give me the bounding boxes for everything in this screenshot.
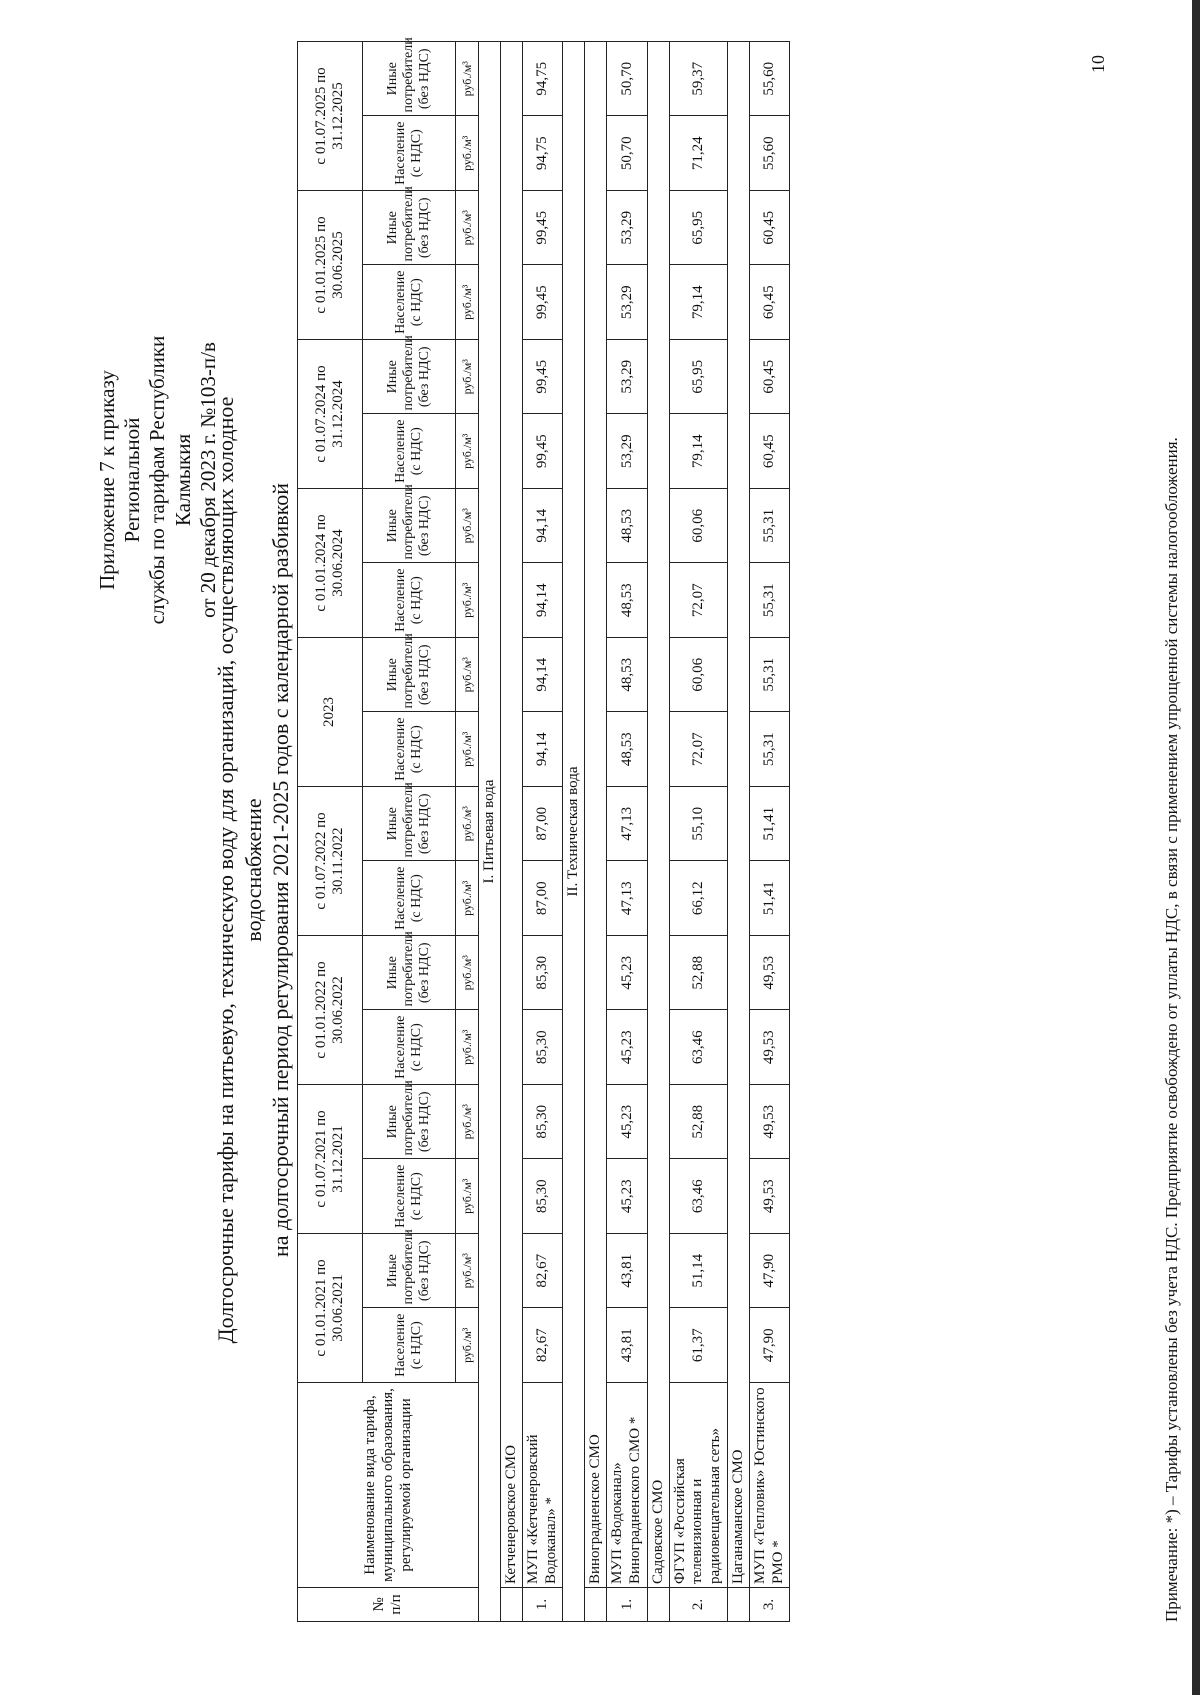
- tariff-value: 55,60: [749, 41, 789, 116]
- tariff-value: 53,29: [607, 414, 647, 489]
- unit-cell: руб./м³: [456, 712, 479, 787]
- tariff-value: 50,70: [607, 116, 647, 191]
- unit-cell: руб./м³: [456, 116, 479, 191]
- footnote: Примечание: *) – Тарифы установлены без учета НДС. Предприятие освобождено от уплаты НДС, в связи с применением упрощенной системы налогообложения.: [1162, 437, 1181, 1622]
- tariff-value: 59,37: [669, 41, 727, 116]
- unit-cell: руб./м³: [456, 488, 479, 563]
- unit-cell: руб./м³: [456, 1085, 479, 1160]
- tariff-value: 99,45: [523, 339, 563, 414]
- tariff-value: 53,29: [607, 339, 647, 414]
- tariff-value: 60,45: [749, 414, 789, 489]
- tariff-value: 65,95: [669, 190, 727, 265]
- tariff-value: 61,37: [669, 1308, 727, 1383]
- subheader-others: Иные потребители (без НДС): [363, 488, 456, 563]
- organization-name: МУП «Водоканал» Виноградненского СМО *: [607, 1383, 647, 1588]
- tariff-value: 45,23: [607, 1010, 647, 1085]
- order-reference: [95, 320, 221, 640]
- row-number: 1.: [523, 1588, 563, 1622]
- tariff-value: 60,06: [669, 637, 727, 712]
- unit-cell: руб./м³: [456, 414, 479, 489]
- tariff-value: 82,67: [523, 1308, 563, 1383]
- municipality-row: [727, 41, 749, 1621]
- period-header: с 01.01.2021 по 30.06.2021: [298, 1234, 363, 1383]
- tariff-value: 94,75: [523, 116, 563, 191]
- tariff-value: 72,07: [669, 712, 727, 787]
- section-row: [479, 41, 501, 1621]
- subheader-others: Иные потребители (без НДС): [363, 1085, 456, 1160]
- municipality-name: Кетченеровское СМО: [501, 41, 523, 1587]
- subheader-population: Население (с НДС): [363, 1010, 456, 1085]
- order-line: от 20 декабря 2023 г. №103-п/в: [195, 342, 220, 618]
- tariff-value: 55,31: [749, 563, 789, 638]
- period-header: с 01.01.2024 по 30.06.2024: [298, 488, 363, 637]
- tariff-value: 63,46: [669, 1010, 727, 1085]
- period-header: с 01.01.2025 по 30.06.2025: [298, 190, 363, 339]
- tariff-value: 87,00: [523, 786, 563, 861]
- tariff-value: 94,14: [523, 488, 563, 563]
- tariff-value: 63,46: [669, 1159, 727, 1234]
- subheader-population: Население (с НДС): [363, 861, 456, 936]
- tariff-value: 79,14: [669, 414, 727, 489]
- subheader-others: Иные потребители (без НДС): [363, 339, 456, 414]
- organization-name: МУП «Кетченеровский Водоканал» *: [523, 1383, 563, 1588]
- subheader-others: Иные потребители (без НДС): [363, 936, 456, 1011]
- section-title: II. Техническая вода: [563, 41, 585, 1621]
- tariff-value: 72,07: [669, 563, 727, 638]
- title-line-1: Долгосрочные тарифы на питьевую, техническую воду для организаций, осуществляющих холодное водоснабжение: [213, 396, 266, 1344]
- subheader-others: Иные потребители (без НДС): [363, 190, 456, 265]
- tariff-value: 43,81: [607, 1234, 647, 1309]
- tariff-value: 50,70: [607, 41, 647, 116]
- tariff-value: 55,31: [749, 637, 789, 712]
- tariff-value: 55,60: [749, 116, 789, 191]
- unit-cell: руб./м³: [456, 190, 479, 265]
- document-title: [212, 345, 295, 1395]
- tariff-value: 49,53: [749, 1159, 789, 1234]
- section-row: [563, 41, 585, 1621]
- tariff-value: 85,30: [523, 1010, 563, 1085]
- municipality-name: Садовское СМО: [647, 41, 669, 1587]
- municipality-row: [647, 41, 669, 1621]
- empty-cell: [585, 1588, 607, 1622]
- tariff-value: 60,06: [669, 488, 727, 563]
- unit-cell: руб./м³: [456, 41, 479, 116]
- tariff-value: 82,67: [523, 1234, 563, 1309]
- subheader-population: Население (с НДС): [363, 116, 456, 191]
- subheader-others: Иные потребители (без НДС): [363, 637, 456, 712]
- tariff-value: 47,90: [749, 1234, 789, 1309]
- municipality-name: Виноградненское СМО: [585, 41, 607, 1587]
- tariff-value: 47,90: [749, 1308, 789, 1383]
- municipality-row: [585, 41, 607, 1621]
- tariff-value: 48,53: [607, 563, 647, 638]
- tariff-value: 66,12: [669, 861, 727, 936]
- tariff-value: 94,75: [523, 41, 563, 116]
- tariff-value: 53,29: [607, 190, 647, 265]
- unit-cell: руб./м³: [456, 1010, 479, 1085]
- tariff-value: 49,53: [749, 936, 789, 1011]
- tariff-value: 94,14: [523, 637, 563, 712]
- tariff-value: 60,45: [749, 265, 789, 340]
- tariff-value: 65,95: [669, 339, 727, 414]
- tariff-value: 99,45: [523, 414, 563, 489]
- tariff-value: 52,88: [669, 1085, 727, 1160]
- period-header: с 01.01.2022 по 30.06.2022: [298, 936, 363, 1085]
- subheader-population: Население (с НДС): [363, 1159, 456, 1234]
- empty-cell: [727, 1588, 749, 1622]
- tariff-value: 51,14: [669, 1234, 727, 1309]
- tariff-table: [297, 37, 790, 1622]
- subheader-population: Население (с НДС): [363, 1308, 456, 1383]
- tariff-value: 49,53: [749, 1010, 789, 1085]
- col-header-name: Наименование вида тарифа, муниципального образования, регулируемой организации: [298, 1383, 479, 1588]
- tariff-value: 55,10: [669, 786, 727, 861]
- unit-cell: руб./м³: [456, 1159, 479, 1234]
- unit-cell: руб./м³: [456, 265, 479, 340]
- tariff-value: 49,53: [749, 1085, 789, 1160]
- tariff-value: 48,53: [607, 712, 647, 787]
- tariff-value: 99,45: [523, 265, 563, 340]
- unit-cell: руб./м³: [456, 861, 479, 936]
- unit-cell: руб./м³: [456, 563, 479, 638]
- tariff-value: 47,13: [607, 861, 647, 936]
- tariff-value: 71,24: [669, 116, 727, 191]
- tariff-value: 51,41: [749, 861, 789, 936]
- subheader-population: Население (с НДС): [363, 712, 456, 787]
- table-row: [749, 41, 789, 1621]
- empty-cell: [647, 1588, 669, 1622]
- tariff-value: 47,13: [607, 786, 647, 861]
- order-line: службы по тарифам Республики Калмыкия: [145, 335, 195, 625]
- tariff-value: 60,45: [749, 339, 789, 414]
- municipality-name: Цаганаманское СМО: [727, 41, 749, 1587]
- tariff-value: 60,45: [749, 190, 789, 265]
- tariff-value: 99,45: [523, 190, 563, 265]
- subheader-population: Население (с НДС): [363, 563, 456, 638]
- tariff-value: 53,29: [607, 265, 647, 340]
- tariff-value: 43,81: [607, 1308, 647, 1383]
- tariff-value: 45,23: [607, 1159, 647, 1234]
- unit-cell: руб./м³: [456, 1234, 479, 1309]
- unit-cell: руб./м³: [456, 1308, 479, 1383]
- tariff-value: 45,23: [607, 1085, 647, 1160]
- row-number: 2.: [669, 1588, 727, 1622]
- tariff-value: 52,88: [669, 936, 727, 1011]
- tariff-value: 51,41: [749, 786, 789, 861]
- tariff-value: 48,53: [607, 637, 647, 712]
- tariff-value: 85,30: [523, 1159, 563, 1234]
- tariff-value: 94,14: [523, 712, 563, 787]
- tariff-value: 85,30: [523, 1085, 563, 1160]
- table-row: [669, 41, 727, 1621]
- tariff-value: 55,31: [749, 488, 789, 563]
- subheader-population: Население (с НДС): [363, 265, 456, 340]
- tariff-value: 55,31: [749, 712, 789, 787]
- tariff-value: 94,14: [523, 563, 563, 638]
- subheader-others: Иные потребители (без НДС): [363, 41, 456, 116]
- row-number: 1.: [607, 1588, 647, 1622]
- row-number: 3.: [749, 1588, 789, 1622]
- title-line-2: на долгосрочный период регулирования 2021-2025 годов с календарной разбивкой: [268, 483, 293, 1258]
- unit-cell: руб./м³: [456, 637, 479, 712]
- tariff-value: 48,53: [607, 488, 647, 563]
- period-header: с 01.07.2022 по 30.11.2022: [298, 786, 363, 935]
- table-row: [607, 41, 647, 1621]
- municipality-row: [501, 41, 523, 1621]
- empty-cell: [501, 1588, 523, 1622]
- organization-name: ФГУП «Российская телевизионная и радиовещательная сеть»: [669, 1383, 727, 1588]
- period-header: с 01.07.2024 по 31.12.2024: [298, 339, 363, 488]
- tariff-value: 85,30: [523, 936, 563, 1011]
- unit-cell: руб./м³: [456, 936, 479, 1011]
- organization-name: МУП «Тепловик» Юстинского РМО *: [749, 1383, 789, 1588]
- tariff-value: 45,23: [607, 936, 647, 1011]
- subheader-others: Иные потребители (без НДС): [363, 786, 456, 861]
- col-header-number: № п/п: [298, 1588, 479, 1622]
- period-header: 2023: [298, 637, 363, 786]
- unit-cell: руб./м³: [456, 339, 479, 414]
- order-line: Приложение 7 к приказу Региональной: [95, 370, 145, 590]
- period-header: с 01.07.2025 по 31.12.2025: [298, 41, 363, 190]
- tariff-value: 79,14: [669, 265, 727, 340]
- unit-cell: руб./м³: [456, 786, 479, 861]
- subheader-population: Население (с НДС): [363, 414, 456, 489]
- table-row: [523, 41, 563, 1621]
- period-header: с 01.07.2021 по 31.12.2021: [298, 1085, 363, 1234]
- page-number: 10: [1088, 55, 1108, 73]
- section-title: I. Питьевая вода: [479, 41, 501, 1621]
- tariff-value: 87,00: [523, 861, 563, 936]
- subheader-others: Иные потребители (без НДС): [363, 1234, 456, 1309]
